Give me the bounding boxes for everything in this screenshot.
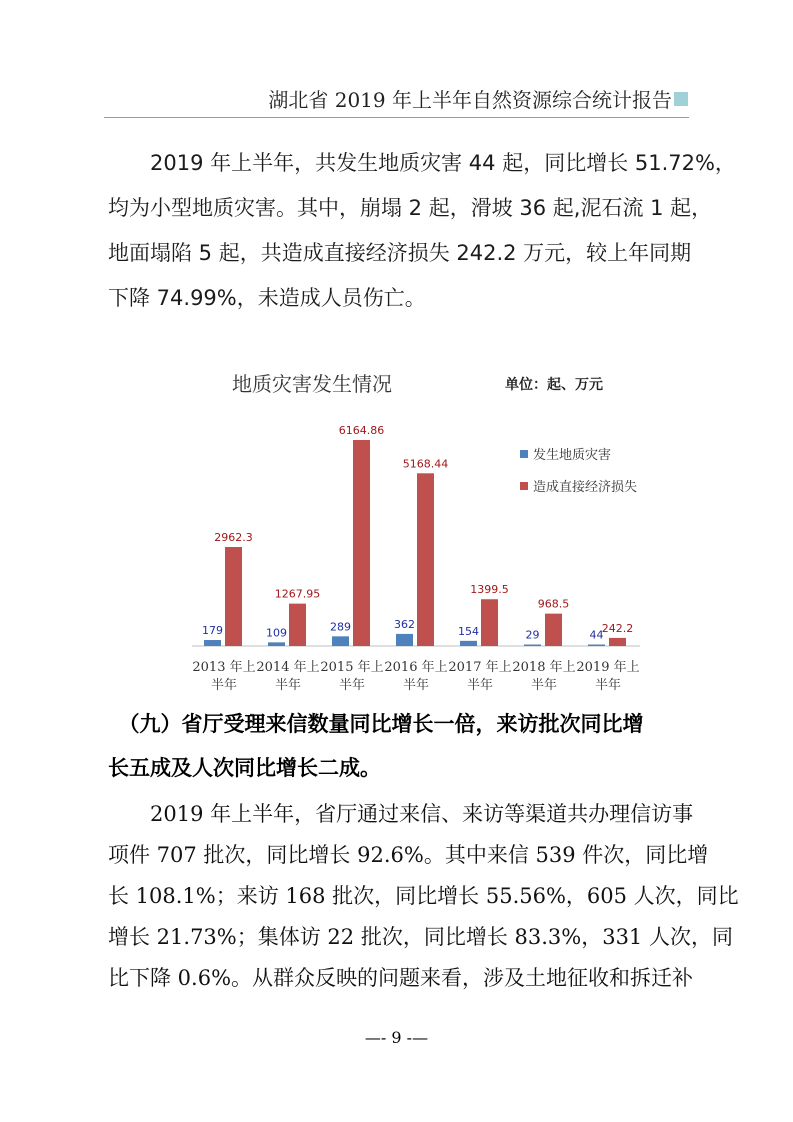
section-heading-line: （九）省厅受理来信数量同比增长一倍，来访批次同比增 [108,712,644,736]
paragraph-1-line: 2019 年上半年，共发生地质灾害 44 起，同比增长 51.72%， [108,151,736,175]
bar-loss [353,440,370,646]
bar-loss [609,638,626,646]
paragraph-1 [108,141,736,321]
data-label-disasters: 289 [330,620,351,634]
bar-loss [417,473,434,646]
paragraph-2-line: 比下降 0.6%。从群众反映的问题来看，涉及土地征收和拆迁补 [108,966,694,990]
section-heading-line: 长五成及人次同比增长二成。 [108,756,381,780]
chart-title: 地质灾害发生情况 [232,372,392,396]
legend-swatch [520,482,528,490]
data-label-disasters: 44 [589,628,604,642]
x-tick-label: 2014 年上 [256,660,320,675]
legend-swatch [520,450,528,458]
x-tick-label: 2013 年上 [192,660,256,675]
bar-disasters [460,641,477,646]
bar-loss [289,604,306,646]
bar-disasters [588,645,605,647]
paragraph-2-line: 2019 年上半年，省厅通过来信、来访等渠道共办理信访事 [108,802,694,826]
data-label-disasters: 109 [266,626,287,640]
data-label-loss: 1267.95 [274,587,321,601]
data-label-loss: 242.2 [601,621,634,635]
x-tick-label: 2015 年上 [320,660,384,675]
bar-loss [481,599,498,646]
bar-disasters [268,642,285,646]
x-tick-label: 半年 [210,678,238,693]
paragraph-2 [108,794,739,999]
data-label-loss: 2962.3 [214,531,253,545]
x-tick-label: 2018 年上 [512,660,576,675]
paragraph-2-line: 项件 707 批次，同比增长 92.6%。其中来信 539 件次，同比增 [108,843,709,867]
bar-disasters [204,640,221,646]
page-number: —- 9 -— [364,1028,429,1047]
data-label-disasters: 179 [202,624,223,638]
chart-svg [150,360,670,700]
data-label-disasters: 362 [394,617,415,631]
x-tick-label: 2019 年上 [576,660,640,675]
x-tick-label: 半年 [274,678,302,693]
bar-disasters [524,645,541,647]
x-tick-label: 2016 年上 [384,660,448,675]
paragraph-2-line: 长 108.1%；来访 168 批次，同比增长 55.56%，605 人次，同比 [108,884,739,908]
x-tick-label: 2017 年上 [448,660,512,675]
header-rule [104,117,689,118]
header-square-icon [674,92,688,106]
data-label-loss: 968.5 [537,597,570,611]
data-label-loss: 1399.5 [470,583,509,597]
data-label-disasters: 154 [458,624,479,638]
paragraph-1-line: 地面塌陷 5 起，共造成直接经济损失 242.2 万元，较上年同期 [108,241,692,265]
report-title: 湖北省 2019 年上半年自然资源综合统计报告 [268,88,672,112]
legend-label: 发生地质灾害 [533,448,612,463]
x-tick-label: 半年 [466,678,494,693]
paragraph-1-line: 均为小型地质灾害。其中，崩塌 2 起，滑坡 36 起,泥石流 1 起， [108,196,713,220]
bar-disasters [396,634,413,646]
bar-disasters [332,636,349,646]
bar-loss [225,547,242,646]
bar-loss [545,614,562,646]
paragraph-1-line: 下降 74.99%，未造成人员伤亡。 [108,286,426,310]
x-tick-label: 半年 [338,678,366,693]
legend-label: 造成直接经济损失 [533,480,638,495]
x-tick-label: 半年 [530,678,558,693]
data-label-disasters: 29 [525,628,540,642]
geo-disaster-chart [150,360,670,700]
section-heading [108,702,698,790]
page-header [268,84,688,113]
data-label-loss: 6164.86 [338,424,385,437]
x-tick-label: 半年 [402,678,430,693]
paragraph-2-line: 增长 21.73%；集体访 22 批次，同比增长 83.3%，331 人次，同 [108,925,733,949]
x-tick-label: 半年 [594,678,622,693]
data-label-loss: 5168.44 [402,457,449,471]
chart-unit-label: 单位：起、万元 [505,377,603,393]
